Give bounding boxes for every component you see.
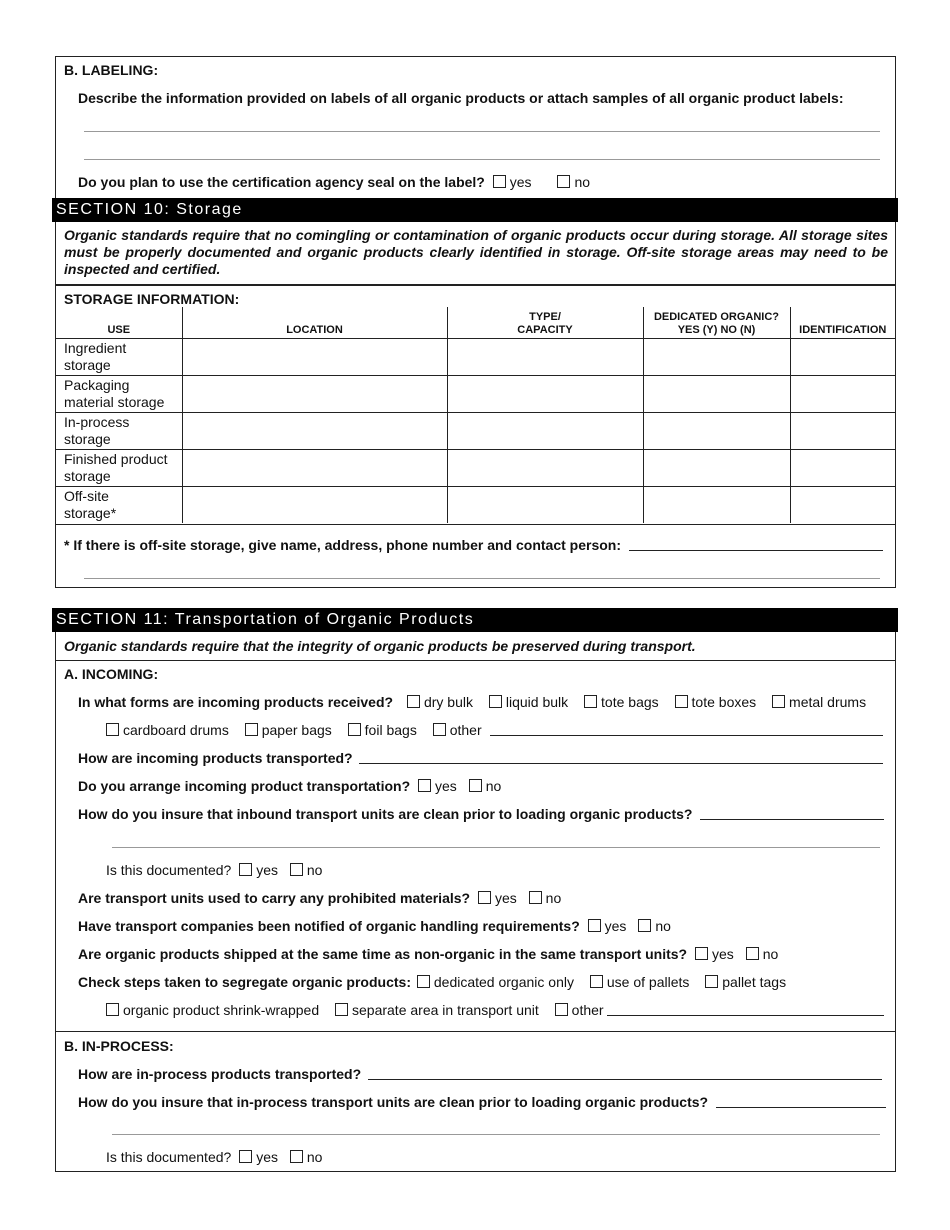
inbound-documented-no-checkbox[interactable]	[290, 863, 303, 876]
other-form-line[interactable]	[490, 723, 883, 736]
other-segregate-checkbox[interactable]	[555, 1003, 568, 1016]
separate-area-label: separate area in transport unit	[352, 1002, 539, 1018]
type-cell[interactable]	[447, 486, 643, 523]
same-time-no-checkbox[interactable]	[746, 947, 759, 960]
paper-bags-checkbox[interactable]	[245, 723, 258, 736]
offsite-note-row	[64, 537, 883, 553]
same-time-yes-label: yes	[712, 946, 734, 962]
section11-intro-divider	[55, 660, 896, 661]
col-use: USE	[56, 307, 182, 338]
row-use: Finished product storage	[56, 449, 182, 486]
segregate-row1	[78, 974, 786, 990]
other-form-checkbox[interactable]	[433, 723, 446, 736]
inprocess-transported-row	[78, 1066, 882, 1082]
prohibited-question: Are transport units used to carry any prohibited materials?	[78, 890, 471, 906]
location-cell[interactable]	[182, 375, 447, 412]
section11-title-bar: SECTION 11: Transportation of Organic Products	[52, 608, 898, 632]
metal-drums-checkbox[interactable]	[772, 695, 785, 708]
arrange-row	[78, 778, 501, 794]
use-of-pallets-label: use of pallets	[606, 974, 690, 990]
tote-boxes-checkbox[interactable]	[675, 695, 688, 708]
liquid-bulk-checkbox[interactable]	[489, 695, 502, 708]
inprocess-transported-line[interactable]	[368, 1067, 882, 1080]
arrange-no-checkbox[interactable]	[469, 779, 482, 792]
segregate-question: Check steps taken to segregate organic products:	[78, 974, 411, 990]
inprocess-clean-line[interactable]	[716, 1095, 886, 1108]
arrange-no-label: no	[485, 778, 502, 794]
table-row	[56, 338, 895, 375]
inbound-documented-yes-checkbox[interactable]	[239, 863, 252, 876]
prohibited-row	[78, 890, 561, 906]
dedicated-cell[interactable]	[643, 338, 790, 375]
section10-title-bar: SECTION 10: Storage	[52, 198, 898, 222]
section10-intro: Organic standards require that no comingling or contamination of organic products occur during storage. All storage sites must be properly documented and organic products clearly identified in storage. Off-site storage areas may need to be inspected and certified.	[64, 227, 888, 277]
segregate-row2	[106, 1002, 884, 1018]
incoming-forms-question: In what forms are incoming products received?	[78, 694, 394, 710]
location-cell[interactable]	[182, 486, 447, 523]
dedicated-cell[interactable]	[643, 375, 790, 412]
type-cell[interactable]	[447, 375, 643, 412]
tote-bags-label: tote bags	[601, 694, 659, 710]
dedicated-organic-only-checkbox[interactable]	[417, 975, 430, 988]
dedicated-organic-only-label: dedicated organic only	[433, 974, 574, 990]
inprocess-documented-question: Is this documented?	[106, 1149, 232, 1165]
notified-question: Have transport companies been notified of organic handling requirements?	[78, 918, 580, 934]
same-time-yes-checkbox[interactable]	[695, 947, 708, 960]
separate-area-checkbox[interactable]	[335, 1003, 348, 1016]
dry-bulk-label: dry bulk	[423, 694, 473, 710]
offsite-note: * If there is off-site storage, give name, address, phone number and contact person:	[64, 537, 622, 553]
row-use: Packaging material storage	[56, 375, 182, 412]
storage-table	[56, 307, 895, 523]
type-cell[interactable]	[447, 412, 643, 449]
type-cell[interactable]	[447, 338, 643, 375]
offsite-answer-line-2[interactable]	[84, 578, 880, 579]
arrange-yes-label: yes	[435, 778, 457, 794]
inprocess-heading: B. IN-PROCESS:	[64, 1038, 174, 1054]
seal-yes-label: yes	[509, 174, 532, 190]
type-cell[interactable]	[447, 449, 643, 486]
pallet-tags-checkbox[interactable]	[705, 975, 718, 988]
metal-drums-label: metal drums	[789, 694, 867, 710]
labeling-describe-question: Describe the information provided on labels of all organic products or attach samples of all organic product labels:	[78, 90, 844, 106]
location-cell[interactable]	[182, 338, 447, 375]
inbound-clean-question: How do you insure that inbound transport units are clean prior to loading organic products?	[78, 806, 693, 822]
identification-cell[interactable]	[790, 449, 895, 486]
offsite-answer-line[interactable]	[629, 538, 883, 551]
row-use: Ingredient storage	[56, 338, 182, 375]
inbound-clean-row	[78, 806, 884, 822]
inprocess-transported-question: How are in-process products transported?	[78, 1066, 362, 1082]
seal-question-row	[78, 174, 590, 190]
dedicated-cell[interactable]	[643, 412, 790, 449]
use-of-pallets-checkbox[interactable]	[590, 975, 603, 988]
tote-bags-checkbox[interactable]	[584, 695, 597, 708]
identification-cell[interactable]	[790, 375, 895, 412]
identification-cell[interactable]	[790, 412, 895, 449]
tote-boxes-label: tote boxes	[691, 694, 757, 710]
table-row	[56, 449, 895, 486]
row-use: Off-site storage*	[56, 486, 182, 523]
notified-no-label: no	[655, 918, 671, 934]
pallet-tags-label: pallet tags	[722, 974, 787, 990]
shrink-wrapped-checkbox[interactable]	[106, 1003, 119, 1016]
inbound-clean-line[interactable]	[700, 807, 884, 820]
col-location: LOCATION	[182, 307, 447, 338]
labeling-answer-line-2[interactable]	[84, 159, 880, 160]
table-row	[56, 486, 895, 523]
liquid-bulk-label: liquid bulk	[505, 694, 569, 710]
seal-question: Do you plan to use the certification agency seal on the label?	[78, 174, 485, 190]
inbound-documented-yes-label: yes	[256, 862, 278, 878]
table-row	[56, 412, 895, 449]
location-cell[interactable]	[182, 412, 447, 449]
col-dedicated-organic: DEDICATED ORGANIC? YES (Y) NO (N)	[643, 307, 790, 338]
section10-intro-divider	[55, 284, 896, 286]
storage-table-bottom	[55, 524, 896, 525]
identification-cell[interactable]	[790, 486, 895, 523]
col-type-capacity: TYPE/ CAPACITY	[447, 307, 643, 338]
labeling-answer-line-1[interactable]	[84, 131, 880, 132]
inprocess-documented-yes-label: yes	[256, 1149, 278, 1165]
col-identification: IDENTIFICATION	[799, 323, 887, 336]
foil-bags-checkbox[interactable]	[348, 723, 361, 736]
seal-yes-checkbox[interactable]	[493, 175, 506, 188]
incoming-heading: A. INCOMING:	[64, 666, 159, 682]
shrink-wrapped-label: organic product shrink-wrapped	[123, 1002, 320, 1018]
cardboard-drums-checkbox[interactable]	[106, 723, 119, 736]
incoming-transported-row	[78, 750, 883, 766]
incoming-forms-row2	[106, 722, 883, 738]
inprocess-clean-line-2[interactable]	[112, 1134, 880, 1135]
inprocess-clean-question: How do you insure that in-process transport units are clean prior to loading organic products?	[78, 1094, 709, 1110]
paper-bags-label: paper bags	[261, 722, 332, 738]
inprocess-documented-row	[106, 1149, 322, 1165]
storage-info-heading: STORAGE INFORMATION:	[64, 291, 240, 307]
prohibited-yes-label: yes	[494, 890, 517, 906]
prohibited-yes-checkbox[interactable]	[478, 891, 491, 904]
incoming-transported-line[interactable]	[359, 751, 883, 764]
incoming-forms-row1	[78, 694, 866, 710]
arrange-yes-checkbox[interactable]	[418, 779, 431, 792]
location-cell[interactable]	[182, 449, 447, 486]
identification-cell[interactable]	[790, 338, 895, 375]
notified-no-checkbox[interactable]	[638, 919, 651, 932]
inprocess-documented-no-label: no	[306, 1149, 323, 1165]
foil-bags-label: foil bags	[364, 722, 417, 738]
labeling-heading: B. LABELING:	[64, 62, 159, 78]
incoming-inprocess-divider	[55, 1031, 896, 1032]
seal-no-label: no	[574, 174, 591, 190]
inprocess-documented-yes-checkbox[interactable]	[239, 1150, 252, 1163]
incoming-transported-question: How are incoming products transported?	[78, 750, 353, 766]
inprocess-documented-no-checkbox[interactable]	[290, 1150, 303, 1163]
same-time-question: Are organic products shipped at the same time as non-organic in the same transport units?	[78, 946, 688, 962]
row-use: In-process storage	[56, 412, 182, 449]
prohibited-no-checkbox[interactable]	[529, 891, 542, 904]
same-time-no-label: no	[762, 946, 779, 962]
table-row	[56, 375, 895, 412]
inbound-documented-no-label: no	[306, 862, 323, 878]
inbound-clean-line-2[interactable]	[112, 847, 880, 848]
dedicated-cell[interactable]	[643, 486, 790, 523]
other-segregate-label: other	[571, 1002, 604, 1018]
section11-intro: Organic standards require that the integrity of organic products be preserved during transport.	[64, 638, 696, 654]
prohibited-no-label: no	[545, 890, 562, 906]
dry-bulk-checkbox[interactable]	[407, 695, 420, 708]
other-form-label: other	[449, 722, 482, 738]
cardboard-drums-label: cardboard drums	[123, 722, 229, 738]
notified-yes-checkbox[interactable]	[588, 919, 601, 932]
inprocess-clean-row	[78, 1094, 886, 1110]
same-time-row	[78, 946, 778, 962]
arrange-question: Do you arrange incoming product transportation?	[78, 778, 411, 794]
seal-no-checkbox[interactable]	[557, 175, 570, 188]
notified-row	[78, 918, 671, 934]
inbound-documented-row	[106, 862, 322, 878]
other-segregate-line[interactable]	[607, 1003, 884, 1016]
notified-yes-label: yes	[604, 918, 627, 934]
dedicated-cell[interactable]	[643, 449, 790, 486]
inbound-documented-question: Is this documented?	[106, 862, 232, 878]
